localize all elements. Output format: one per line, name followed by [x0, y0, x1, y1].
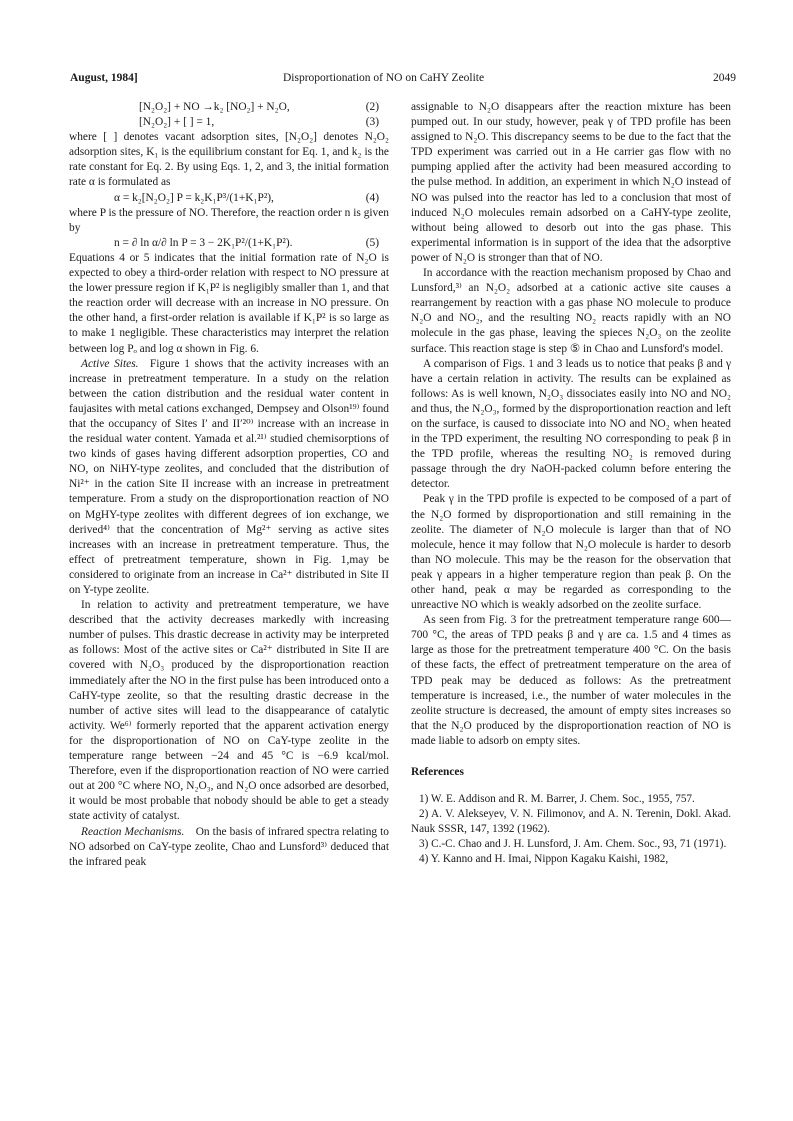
paragraph-text: Figure 1 shows that the activity increases with an increase in pretreatment temperature. In a study on the relation between the cation distribution and the residual water content in faujasites with metal cations exchanged, Dempsey and Olson¹⁹⁾ found that the occupancy of Sites I′ and II′²⁰⁾ increase with an increase in the residual water content. Yamada et al.²¹⁾ studied chemisorptions of two kinds of gases having different adsorption properties, CO and NO, on NiHY-type zeolites, and concluded that the distribution of Ni²⁺ in the cation Site II increase with an increase in pretreatment temperature. From a study on the disproportionation reaction of NO on MgHY-type zeolites with different degrees of ion exchange, we derived⁴⁾ that the concentration of Mg²⁺ serving as active sites increases with an increase in pretreatment temperature. Thus, the effect of pretreatment temperature, shown in Fig. 1,may be considered to originate from an increase in Ca²⁺ distributed in Site II on Y-type zeolite.: [69, 357, 389, 596]
paragraph-text: A comparison of Figs. 1 and 3 leads us to notice that peaks β and γ have a certain relation in activity. The results can be explained as follows: As is well known, N₂O₃ dissociates easily into NO and NO₂ and thus, the N₂O₃, formed by the disproportionation reaction and left on the surface, is caused to dissociate into NO and NO₂ when heated in the TPD experiment, the resulting NO corresponding to peak β in the TPD profile, whereas the resulting NO₂ is removed during passage through the dry NaOH-packed column before entering the detector.: [411, 357, 731, 491]
equation-number: (2): [365, 101, 379, 113]
paragraph-text: In accordance with the reaction mechanism proposed by Chao and Lunsford,³⁾ an N₂O₂ adsorbed at a cationic active site causes a rearrangement by reaction with a gas phase NO molecule to produce N₂O and NO₂, and the resulting NO₂ reacts rapidly with an NO molecule in the gas phase, leaving the spieces N₂O₃ on the zeolite surface. This reaction stage is step ⑤ in Chao and Lunsford's model.: [411, 267, 731, 355]
paragraph: [411, 492, 731, 613]
reference-text: 4) Y. Kanno and H. Imai, Nippon Kagaku Kaishi, 1982,: [419, 853, 669, 866]
equation: [69, 191, 389, 206]
paragraph-text: where [ ] denotes vacant adsorption sites, [N₂O₂] denotes N₂O₂ adsorption sites, K₁ is the equilibrium constant for Eq. 1, and k₂ is the rate constant for Eq. 2. By using Eqs. 1, 2, and 3, the initial formation rate α is formulated as: [69, 131, 389, 189]
reference-item: [411, 807, 731, 837]
paragraph: [69, 825, 389, 870]
paragraph: [411, 266, 731, 357]
equation-text: [N₂O₂] + [ ] = 1,: [139, 116, 215, 129]
reference-text: 2) A. V. Alekseyev, V. N. Filimonov, and A. N. Terenin, Dokl. Akad. Nauk SSSR, 147, 1392 (1962).: [411, 808, 731, 836]
equation: [69, 115, 389, 130]
paragraph-text: In relation to activity and pretreatment temperature, we have described that the activity decreases markedly with increasing number of pulses. This drastic decrease in activity may be interpreted as follows: Most of the active sites or Ca²⁺ distributed in Site II are covered with N₂O₃ produced by the disproportionation reaction immediately after the NO in the first pulse has been introduced onto a CaHY-type zeolite, so that the resulting drastic decrease in the number of active sites will lead to the disappearance of catalytic activity. We⁶⁾ formerly reported that the apparent activation energy for the disproportionation of NO on CaY-type zeolite in the temperature range between −24 and 45 °C is −6.9 kcal/mol. Therefore, even if the disproportionation reaction of NO were carried out at 200 °C where NO, N₂O₃, and N₂O once adsorbed are desorbed, it would be most probable that nobody should be able to get a steady state activity of catalyst.: [69, 599, 389, 823]
paragraph: [69, 130, 389, 190]
paragraph: [69, 206, 389, 236]
paragraph-text: assignable to N₂O disappears after the reaction mixture has been pumped out. In our study, however, peak γ of TPD profile has been assigned to N₂O. This discrepancy seems to be due to the fact that the TPD experiment was carried out in a He carrier gas flow with no pumping applied after the activity had been measured according to the pulse method. In addition, an experiment in which N₂O instead of NO was pulsed into the reactor has led to a conclusion that most of induced N₂O molecules remain adsorbed on a CaHY-type zeolite, without being allowed to desorb out into the gas phase. This experimental information is in support of the idea that the adsorptive power of N₂O is stronger than that of NO.: [411, 101, 731, 264]
equation-number: (4): [365, 191, 379, 204]
references-heading: References: [411, 766, 464, 779]
equation: [69, 100, 389, 115]
running-header-date: August, 1984]: [70, 72, 138, 84]
equation-text: n = ∂ ln α/∂ ln P = 3 − 2K₁P²/(1+K₁P²).: [114, 236, 293, 249]
paragraph: [411, 613, 731, 749]
paragraph-text: Equations 4 or 5 indicates that the initial formation rate of N₂O is expected to obey a third-order relation with respect to NO pressure at the lower pressure region if K₁P² is negligibly smaller than 1, and that the reaction order will decrease with an increase in NO pressure. On the other hand, a first-order relation is available if K₁P² is so large as to make 1 negligible. These characteristics may interpret the relation between log Pₒ and log α shown in Fig. 6.: [69, 251, 389, 355]
section-run-in-heading: Active Sites.: [81, 357, 139, 370]
paragraph: [411, 100, 731, 266]
running-header-title: Disproportionation of NO on CaHY Zeolite: [283, 72, 485, 84]
left-column: [69, 100, 389, 870]
paragraph-text: On the basis of infrared spectra relating to NO adsorbed on CaY-type zeolite, Chao and Lunsford³⁾ deduced that the infrared peak: [69, 825, 389, 868]
equation-number: (3): [365, 116, 379, 129]
equation-text: α = k₂[N₂O₂] P = k₂K₁P³/(1+K₁P²),: [114, 191, 274, 204]
reference-text: 3) C.-C. Chao and J. H. Lunsford, J. Am. Chem. Soc., 93, 71 (1971).: [419, 838, 727, 851]
paragraph: [411, 357, 731, 493]
paragraph-text: Peak γ in the TPD profile is expected to be composed of a part of the N₂O formed by disproportionation and still remaining in the zeolite. The diameter of N₂O molecule is larger than that of NO molecule, hence it may follow that N₂O molecule is harder to desorb than NO molecule. This may be the reason for the observation that peak γ appears in a higher temperature region than peak β. On the other hand, peak α may be regarded as corresponding to the unreactive NO which is weakly adsorbed on the zeolite surface.: [411, 493, 731, 612]
reference-item: [411, 852, 731, 867]
reference-item: [411, 792, 731, 807]
reference-item: [411, 837, 731, 852]
paragraph: [69, 357, 389, 599]
paragraph: [69, 598, 389, 824]
equation: [69, 236, 389, 251]
equation-text: [N₂O₂] + NO →k₂ [NO₂] + N₂O,: [139, 101, 290, 113]
paragraph-text: As seen from Fig. 3 for the pretreatment temperature range 600—700 °C, the areas of TPD peaks β and γ are ca. 1.5 and 4 times as large as those for the pretreatment temperature 400 °C. On the basis of these facts, the effect of pretreatment temperature on the area of TPD peak may be deduced as follows: As the pretreatment temperature is increased, i.e., the number of water molecules in the zeolite structure is decreased, the amount of empty sites increases so that the N₂O produced by the disproportionation reaction of NO is made liable to adsorb on empty sites.: [411, 614, 731, 747]
equation-number: (5): [365, 236, 379, 249]
paragraph: [69, 251, 389, 357]
right-column: [411, 100, 731, 867]
reference-text: 1) W. E. Addison and R. M. Barrer, J. Chem. Soc., 1955, 757.: [419, 793, 695, 806]
section-run-in-heading: Reaction Mechanisms.: [81, 825, 185, 838]
paragraph-text: where P is the pressure of NO. Therefore, the reaction order n is given by: [69, 206, 389, 234]
page-number: 2049: [713, 72, 736, 84]
